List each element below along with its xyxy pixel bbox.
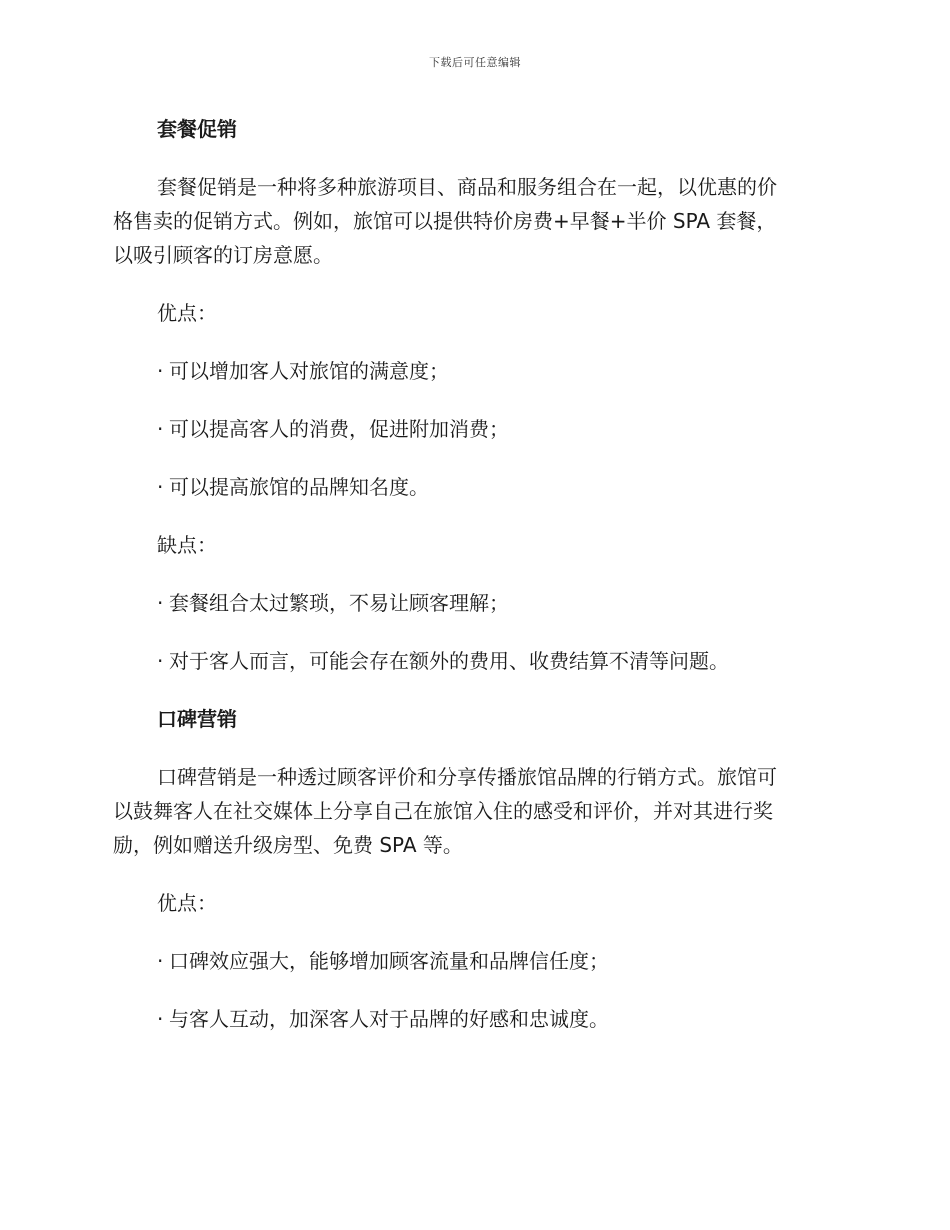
bullet-icon: · bbox=[157, 1007, 164, 1031]
bullet-icon: · bbox=[157, 475, 164, 499]
body-line: 口碑营销是一种透过顾客评价和分享传播旅馆品牌的行销方式。旅馆可 bbox=[157, 765, 777, 789]
header-note: 下载后可任意编辑 bbox=[429, 56, 521, 69]
bullet-icon: · bbox=[157, 649, 164, 673]
section-title: 口碑营销 bbox=[157, 707, 237, 731]
document-content bbox=[113, 112, 835, 1036]
bullet-icon: · bbox=[157, 417, 164, 441]
body-line: 套餐促销是一种将多种旅游项目、商品和服务组合在一起，以优惠的价 bbox=[157, 175, 777, 199]
cons-label: 缺点： bbox=[157, 533, 217, 557]
body-line: 格售卖的促销方式。例如，旅馆可以提供特价房费+早餐+半价 SPA 套餐， bbox=[113, 209, 777, 233]
list-item: · 套餐组合太过繁琐，不易让顾客理解； bbox=[157, 586, 835, 620]
list-item: · 可以提高旅馆的品牌知名度。 bbox=[157, 470, 835, 504]
list-item: · 可以增加客人对旅馆的满意度； bbox=[157, 354, 835, 388]
bullet-icon: · bbox=[157, 591, 164, 615]
list-item: · 与客人互动，加深客人对于品牌的好感和忠诚度。 bbox=[157, 1002, 835, 1036]
bullet-icon: · bbox=[157, 949, 164, 973]
body-line: 以吸引顾客的订房意愿。 bbox=[113, 243, 333, 267]
body-line: 以鼓舞客人在社交媒体上分享自己在旅馆入住的感受和评价，并对其进行奖 bbox=[113, 799, 773, 823]
bullet-icon: · bbox=[157, 359, 164, 383]
list-item: · 口碑效应强大，能够增加顾客流量和品牌信任度； bbox=[157, 944, 835, 978]
list-item: · 对于客人而言，可能会存在额外的费用、收费结算不清等问题。 bbox=[157, 644, 835, 678]
list-item: · 可以提高客人的消费，促进附加消费； bbox=[157, 412, 835, 446]
pros-label: 优点： bbox=[157, 301, 217, 325]
body-line: 励，例如赠送升级房型、免费 SPA 等。 bbox=[113, 833, 463, 857]
section-title: 套餐促销 bbox=[157, 117, 237, 141]
pros-label: 优点： bbox=[157, 891, 217, 915]
